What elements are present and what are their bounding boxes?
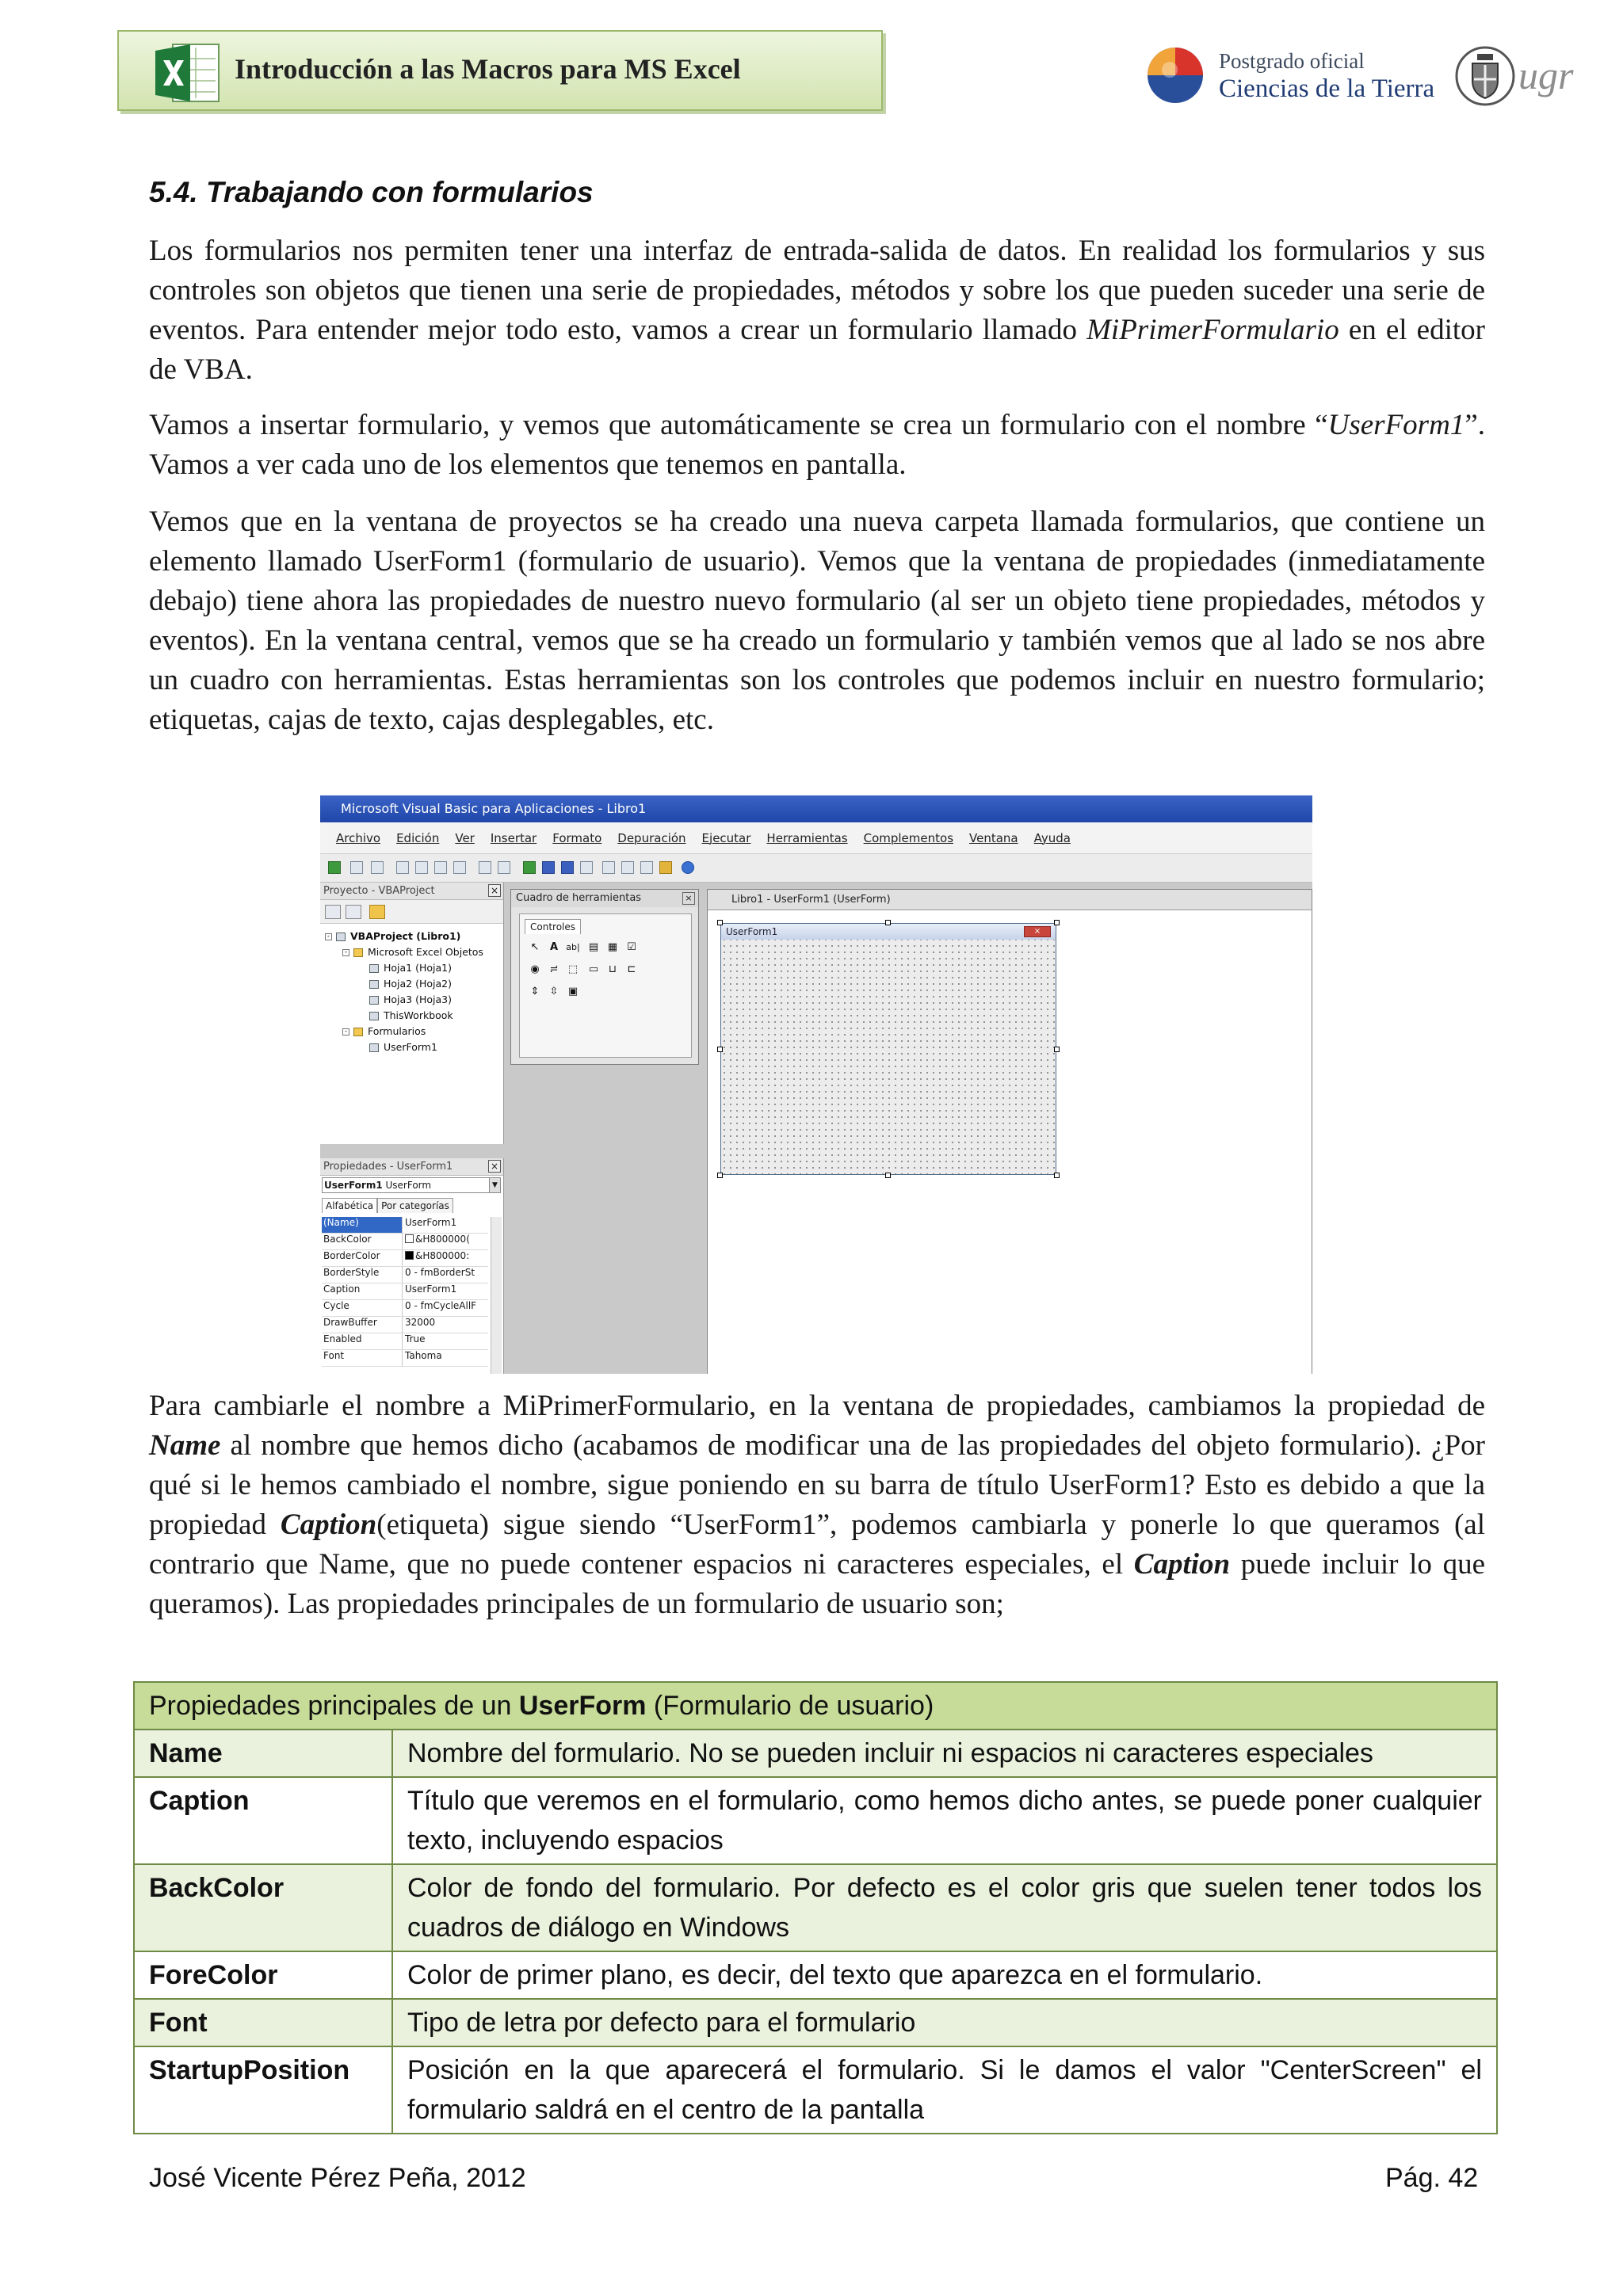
- table-row: [134, 1730, 1497, 1777]
- designer-title: Libro1 - UserForm1 (UserForm): [708, 890, 1312, 910]
- resize-handle[interactable]: [1054, 1047, 1060, 1052]
- property-row[interactable]: Font Tahoma: [322, 1350, 488, 1367]
- image-tool-icon[interactable]: ▣: [567, 986, 579, 997]
- folder-icon: [353, 948, 363, 957]
- collapse-icon[interactable]: -: [342, 949, 349, 956]
- props-pane-title: Propiedades - UserForm1: [320, 1158, 503, 1176]
- paste-icon[interactable]: [434, 861, 447, 874]
- header-title: Introducción a las Macros para MS Excel: [235, 53, 741, 85]
- project-pane-tools: [320, 900, 503, 924]
- close-icon[interactable]: ×: [488, 1160, 501, 1173]
- properties-icon[interactable]: [621, 861, 634, 874]
- term-miprimerformulario: MiPrimerFormulario: [1086, 314, 1339, 346]
- ugr-ciencias-text: Ciencias de la Tierra: [1219, 74, 1435, 103]
- resize-handle[interactable]: [1054, 1173, 1060, 1178]
- menu-item[interactable]: Edición: [396, 830, 440, 845]
- paragraph-project-window: Vemos que en la ventana de proyectos se ha creado una nueva carpeta llamada formularios, que contiene un elemento llamado UserForm1 (formulario de usuario). Vemos que la ventana de propiedades (inmediatamente debajo) tiene ahora las propiedades de nuestro nuevo formulario (al ser un objeto tiene propiedades, métodos y eventos). En la ventana central, vemos que se ha creado un formulario y también vemos que al lado se nos abre un cuadro con herramientas. Estas herramientas son los controles que podemos incluir en nuestro formulario; etiquetas, cajas de texto, cajas desplegables, etc.: [149, 505, 1485, 736]
- redo-icon[interactable]: [498, 861, 510, 874]
- close-icon[interactable]: ×: [1024, 926, 1051, 937]
- resize-handle[interactable]: [717, 1047, 723, 1052]
- property-row[interactable]: (Name) UserForm1: [322, 1217, 488, 1234]
- term-caption: Caption: [280, 1508, 377, 1541]
- stop-icon[interactable]: [561, 861, 574, 874]
- property-row[interactable]: Cycle 0 - fmCycleAllF: [322, 1300, 488, 1317]
- table-header-row: [134, 1682, 1497, 1730]
- userform-caption: UserForm1: [721, 924, 1056, 940]
- menu-item[interactable]: Formato: [552, 830, 602, 845]
- props-tabs: [322, 1198, 453, 1213]
- vba-editor-screenshot: [320, 795, 1312, 1374]
- textbox-tool-icon[interactable]: ab|: [566, 942, 580, 952]
- resize-handle[interactable]: [717, 920, 723, 925]
- term-userform1: UserForm1: [1327, 409, 1465, 441]
- vba-menubar: [320, 822, 1312, 854]
- multipage-tool-icon[interactable]: ⊏: [627, 963, 636, 975]
- props-scrollbar[interactable]: [491, 1217, 502, 1374]
- design-mode-icon[interactable]: [580, 861, 593, 874]
- menu-item[interactable]: Ejecutar: [701, 830, 751, 845]
- toggle-folders-icon[interactable]: [369, 905, 385, 919]
- table-row: [134, 1999, 1497, 2046]
- property-desc-cell: Color de primer plano, es decir, del texto que aparezca en el formulario.: [392, 1951, 1497, 1999]
- menu-item[interactable]: Insertar: [490, 830, 537, 845]
- tab-controles[interactable]: Controles: [525, 919, 581, 934]
- resize-handle[interactable]: [1054, 920, 1060, 925]
- properties-pane: [320, 1158, 504, 1374]
- paragraph-rename-form: Para cambiarle el nombre a MiPrimerFormulario, en la ventana de propiedades, cambiamos la propiedad de Name al nombre que hemos dicho (acabamos de modificar una de las propiedades del objeto formulario). ¿Por qué si le hemos cambiado el nombre, sigue poniendo en su barra de título UserForm1? Esto es debido a que la propiedad Caption(etiqueta) sigue siendo “UserForm1”, podemos cambiarla y ponerle lo que queramos (al contrario que Name, que no puede contener espacios ni caracteres especiales, el Caption puede incluir lo que queramos). Las propiedades principales de un formulario de usuario son;: [149, 1390, 1485, 1620]
- folder-icon: [353, 1028, 363, 1036]
- object-browser-icon[interactable]: [640, 861, 653, 874]
- property-name-cell: Name: [134, 1730, 392, 1777]
- insert-icon[interactable]: [350, 861, 363, 874]
- property-row[interactable]: BorderColor &H800000:: [322, 1250, 488, 1267]
- sphere-logo-icon: [1146, 46, 1205, 105]
- tree-item-hoja2[interactable]: Hoja2 (Hoja2): [384, 978, 452, 990]
- property-row[interactable]: BorderStyle 0 - fmBorderSt: [322, 1267, 488, 1283]
- property-name-cell: BackColor: [134, 1864, 392, 1951]
- tree-item-excel-objects[interactable]: Microsoft Excel Objetos: [368, 946, 483, 958]
- section-heading: 5.4. Trabajando con formularios: [149, 176, 594, 208]
- property-row[interactable]: DrawBuffer 32000: [322, 1317, 488, 1333]
- sheet-icon: [369, 996, 379, 1005]
- tree-item-formularios[interactable]: Formularios: [368, 1025, 426, 1037]
- property-row[interactable]: Caption UserForm1: [322, 1283, 488, 1300]
- chevron-down-icon[interactable]: ▼: [489, 1178, 500, 1192]
- toggle-tool-icon[interactable]: ≓: [549, 963, 559, 975]
- term-caption: Caption: [1133, 1548, 1231, 1581]
- collapse-icon[interactable]: -: [325, 933, 332, 940]
- menu-item[interactable]: Depuración: [617, 830, 686, 845]
- page-number: Pág. 42: [1385, 2163, 1479, 2193]
- property-name-cell: StartupPosition: [134, 2046, 392, 2134]
- save-icon[interactable]: [371, 861, 384, 874]
- pause-icon[interactable]: [542, 861, 555, 874]
- property-desc-cell: Tipo de letra por defecto para el formulario: [392, 1999, 1497, 2046]
- paragraph-insert-form: Vamos a insertar formulario, y vemos que automáticamente se crea un formulario con el nombre “UserForm1”. Vamos a ver cada uno de los elementos que tenemos en pantalla.: [149, 409, 1485, 481]
- paragraph-intro: Los formularios nos permiten tener una interfaz de entrada-salida de datos. En realidad los formularios y sus controles son objetos que tienen una serie de propiedades, métodos y sobre los que pueden suceder una serie de eventos. Para entender mejor todo esto, vamos a crear un formulario llamado MiPrimerFormulario en el editor de VBA.: [149, 235, 1485, 386]
- property-row[interactable]: BackColor &H800000(: [322, 1234, 488, 1250]
- property-name-cell: ForeColor: [134, 1951, 392, 1999]
- menu-item[interactable]: Complementos: [863, 830, 954, 845]
- tree-item-vbaproject[interactable]: VBAProject (Libro1): [350, 930, 461, 942]
- table-row: [134, 1864, 1497, 1951]
- project-pane-title: Proyecto - VBAProject: [320, 883, 503, 900]
- table-row: [134, 1951, 1497, 1999]
- toolbox-controls: [519, 913, 692, 1058]
- label-tool-icon[interactable]: A: [549, 941, 559, 953]
- resize-handle[interactable]: [885, 1173, 891, 1178]
- properties-grid: [322, 1217, 488, 1367]
- cut-icon[interactable]: [396, 861, 409, 874]
- menu-item[interactable]: Ayuda: [1033, 830, 1071, 845]
- help-icon[interactable]: [682, 861, 694, 874]
- color-swatch-icon: [405, 1251, 414, 1260]
- sheet-icon: [369, 980, 379, 989]
- tab-alfabetica[interactable]: Alfabética: [322, 1198, 377, 1213]
- scrollbar-tool-icon[interactable]: ⇕: [530, 986, 540, 997]
- property-name-cell: Font: [134, 1999, 392, 2046]
- property-desc-cell: Título que veremos en el formulario, como hemos dicho antes, se puede poner cualquier texto, incluyendo espacios: [392, 1777, 1497, 1864]
- find-icon[interactable]: [453, 861, 466, 874]
- term-name: Name: [149, 1429, 221, 1462]
- menu-item[interactable]: Archivo: [336, 830, 381, 845]
- userform-canvas[interactable]: [720, 923, 1056, 1175]
- property-name-cell: Caption: [134, 1777, 392, 1864]
- tabstrip-tool-icon[interactable]: ⊔: [608, 963, 617, 975]
- view-code-icon[interactable]: [325, 905, 341, 919]
- combobox-tool-icon[interactable]: ▤: [588, 941, 599, 953]
- copy-icon[interactable]: [415, 861, 428, 874]
- vba-window-title: Microsoft Visual Basic para Aplicaciones - Libro1: [320, 795, 1312, 822]
- ugr-wordmark: ugr: [1518, 53, 1574, 97]
- toolbox-icon[interactable]: [659, 861, 672, 874]
- tab-por-categorias[interactable]: Por categorías: [377, 1198, 453, 1213]
- run-icon[interactable]: [523, 861, 536, 874]
- object-selector[interactable]: UserForm1 UserForm ▼: [322, 1177, 501, 1193]
- menu-item[interactable]: Ver: [455, 830, 475, 845]
- table-header-cell: Propiedades principales de un UserForm (Formulario de usuario): [134, 1682, 1497, 1730]
- table-row: [134, 1777, 1497, 1864]
- excel-view-icon[interactable]: [328, 861, 341, 874]
- ugr-logo-block: [1146, 44, 1590, 113]
- project-explorer-pane: [320, 883, 504, 1144]
- close-icon[interactable]: ×: [682, 892, 695, 905]
- footer-author: José Vicente Pérez Peña, 2012: [149, 2163, 526, 2193]
- vba-toolbar: [320, 854, 1312, 883]
- tree-item-hoja3[interactable]: Hoja3 (Hoja3): [384, 994, 452, 1005]
- checkbox-tool-icon[interactable]: ☑: [627, 941, 636, 953]
- button-tool-icon[interactable]: ▭: [588, 963, 599, 975]
- frame-tool-icon[interactable]: ⬚: [567, 963, 579, 975]
- listbox-tool-icon[interactable]: ▦: [607, 941, 618, 953]
- table-row: [134, 2046, 1497, 2134]
- resize-handle[interactable]: [885, 920, 891, 925]
- toolbox-title: Cuadro de herramientas: [511, 890, 698, 907]
- undo-icon[interactable]: [479, 861, 491, 874]
- form-designer-window: [707, 889, 1312, 1374]
- option-tool-icon[interactable]: ◉: [530, 963, 540, 975]
- color-swatch-icon: [405, 1234, 414, 1243]
- menu-item[interactable]: Herramientas: [766, 830, 848, 845]
- designer-canvas: [708, 910, 1312, 1374]
- project-icon: [336, 933, 346, 941]
- university-crest-icon: [1453, 44, 1517, 108]
- property-desc-cell: Nombre del formulario. No se pueden incluir ni espacios ni caracteres especiales: [392, 1730, 1497, 1777]
- tree-item-userform1[interactable]: UserForm1: [384, 1041, 437, 1053]
- tree-item-hoja1[interactable]: Hoja1 (Hoja1): [384, 962, 452, 974]
- resize-handle[interactable]: [717, 1173, 723, 1178]
- workbook-icon: [369, 1012, 379, 1020]
- property-row[interactable]: Enabled True: [322, 1333, 488, 1350]
- userform-icon: [369, 1043, 379, 1052]
- userform-properties-table: [133, 1681, 1498, 2134]
- collapse-icon[interactable]: -: [342, 1028, 349, 1035]
- toolbox-window: [510, 889, 699, 1065]
- header-banner: [117, 30, 883, 111]
- sheet-icon: [369, 964, 379, 973]
- excel-logo-icon: [152, 38, 222, 106]
- ugr-postgrado-text: Postgrado oficial: [1219, 49, 1365, 73]
- view-object-icon[interactable]: [346, 905, 361, 919]
- project-explorer-icon[interactable]: [602, 861, 615, 874]
- property-desc-cell: Posición en la que aparecerá el formulario. Si le damos el valor "CenterScreen" el formulario saldrá en el centro de la pantalla: [392, 2046, 1497, 2134]
- tree-item-thisworkbook[interactable]: ThisWorkbook: [384, 1009, 453, 1021]
- property-desc-cell: Color de fondo del formulario. Por defecto es el color gris que suelen tener todos los cuadros de diálogo en Windows: [392, 1864, 1497, 1951]
- menu-item[interactable]: Ventana: [969, 830, 1018, 845]
- pointer-tool-icon[interactable]: ↖: [530, 941, 540, 953]
- close-icon[interactable]: ×: [488, 884, 501, 897]
- spin-tool-icon[interactable]: ⇳: [549, 986, 559, 997]
- pane-splitter[interactable]: [320, 1144, 504, 1160]
